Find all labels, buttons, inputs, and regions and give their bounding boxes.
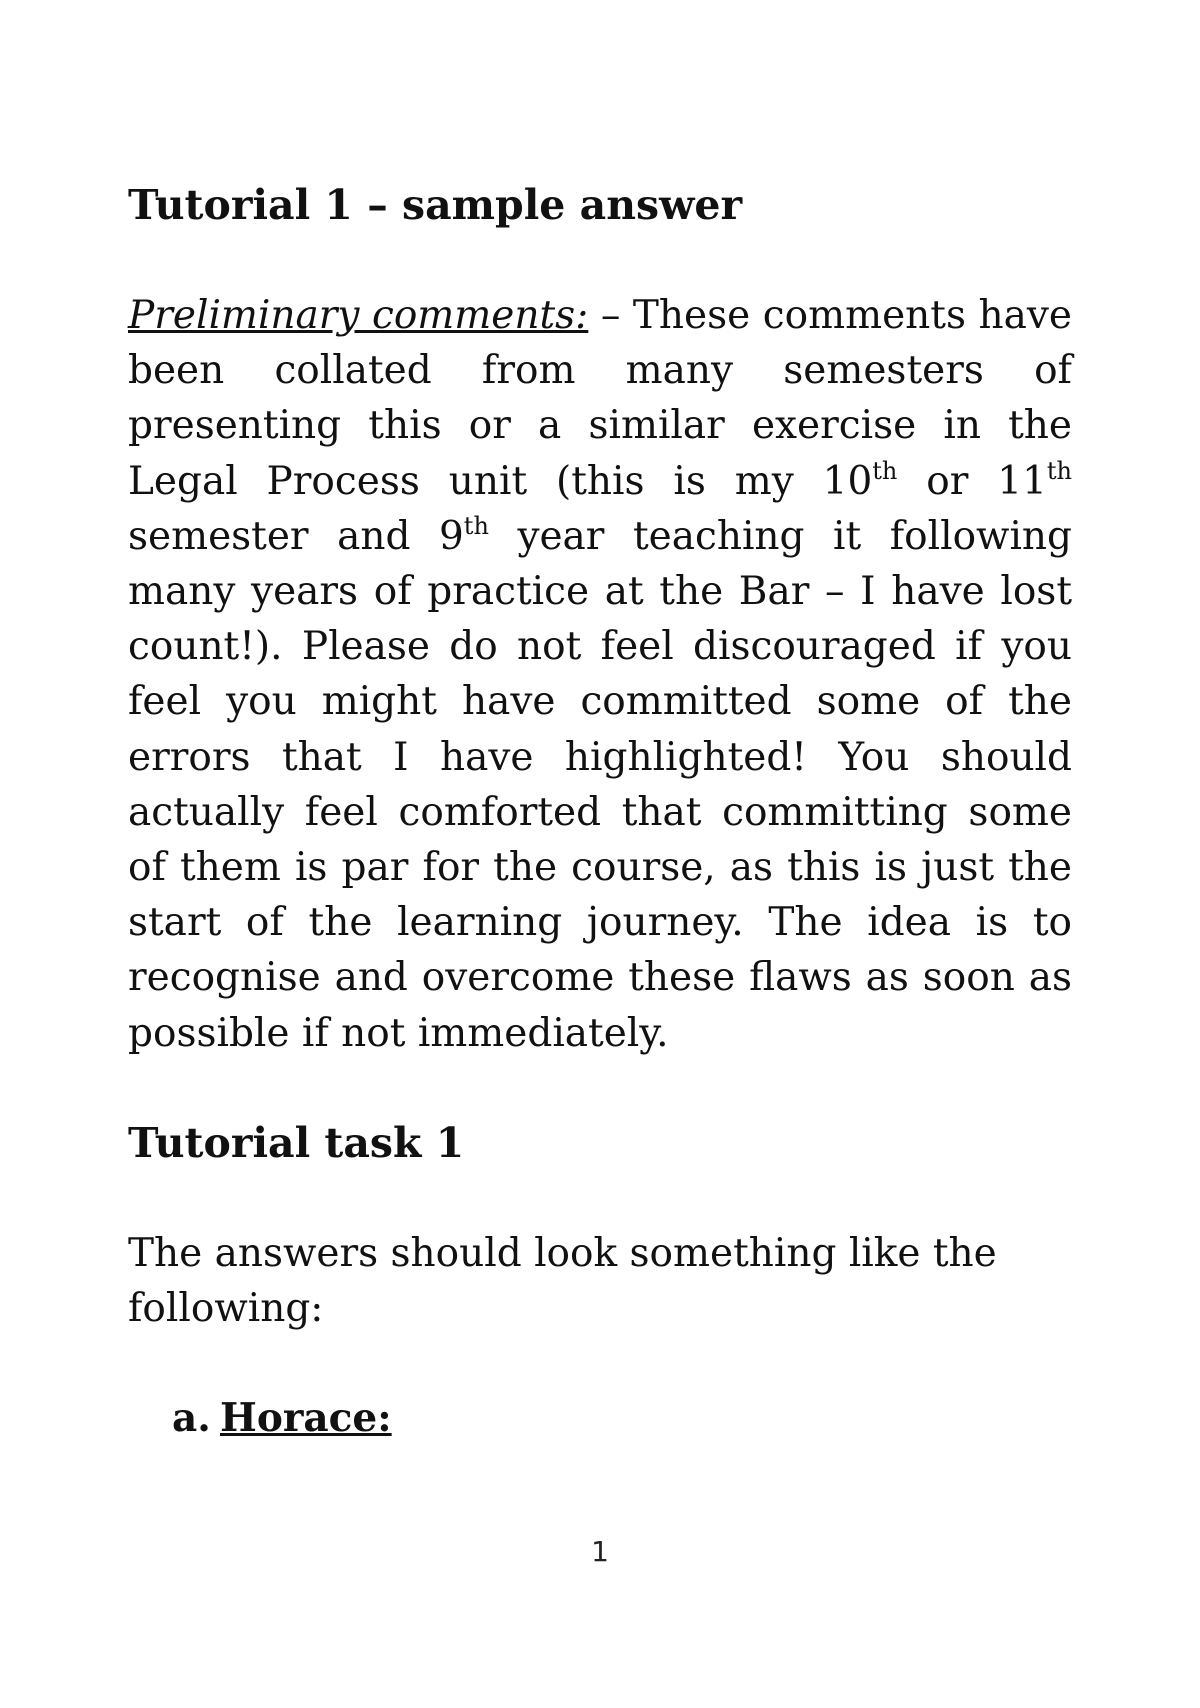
ordinal-suffix: th bbox=[872, 456, 898, 485]
page-number: 1 bbox=[591, 1535, 609, 1568]
prelim-text-part-1: – These comments have been collated from many semesters of presenting this or a similar exercise in the Legal Process unit (this is my 10 bbox=[128, 293, 1073, 504]
section-heading: Tutorial task 1 bbox=[128, 1118, 465, 1167]
spacer bbox=[128, 1061, 1072, 1116]
spacer bbox=[128, 1171, 1072, 1226]
ordinal-suffix: th bbox=[1046, 456, 1072, 485]
preliminary-comments-label: Preliminary comments: bbox=[128, 293, 589, 338]
list-item-label: Horace: bbox=[220, 1395, 392, 1442]
spacer bbox=[128, 1336, 1072, 1391]
prelim-text-part-3: semester and 9 bbox=[128, 513, 464, 559]
spacer bbox=[128, 233, 1072, 288]
ordinal-suffix: th bbox=[463, 511, 489, 540]
list-marker: a. bbox=[172, 1395, 211, 1442]
preliminary-comments-paragraph bbox=[128, 288, 1072, 1061]
prelim-text-part-2: or 11 bbox=[897, 458, 1047, 504]
document-title: Tutorial 1 – sample answer bbox=[128, 181, 743, 229]
document-body bbox=[128, 178, 1072, 1446]
list-item bbox=[172, 1391, 1072, 1446]
prelim-text-part-4: year teaching it following many years of practice at the Bar – I have lost count!). Please do not feel discouraged if you feel you might have committed some of the errors that I have highlighted! You should actually feel comforted that committing some of them is par for the course, as this is just the start of the learning journey. The idea is to recognise and overcome these flaws as soon as possible if not immediately. bbox=[128, 513, 1072, 1056]
answers-intro-paragraph: The answers should look something like the following: bbox=[128, 1230, 997, 1332]
